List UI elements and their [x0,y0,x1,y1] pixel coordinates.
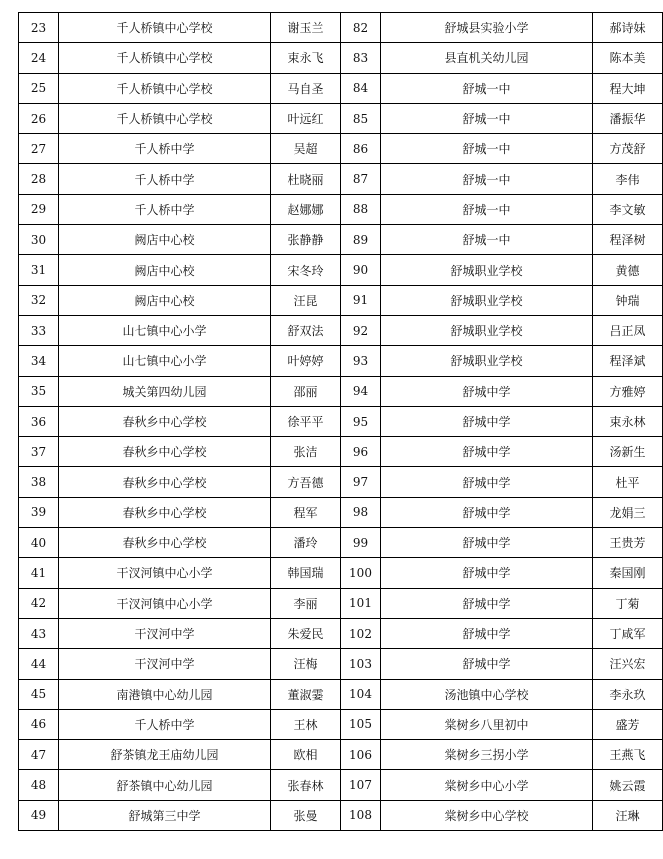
row-number-cell: 106 [341,740,381,770]
school-cell: 舒城职业学校 [381,346,593,376]
school-cell: 棠树乡中心小学 [381,770,593,800]
row-number-cell: 46 [19,709,59,739]
table-row [19,346,663,376]
school-cell: 舒城中学 [381,437,593,467]
school-cell: 舒城职业学校 [381,255,593,285]
school-cell: 春秋乡中心学校 [59,437,271,467]
teacher-name-cell: 程军 [271,497,341,527]
school-cell: 千人桥中学 [59,164,271,194]
table-row [19,103,663,133]
table-row [19,437,663,467]
table-row [19,649,663,679]
teacher-name-cell: 汪昆 [271,285,341,315]
row-number-cell: 25 [19,73,59,103]
school-cell: 舒茶镇龙王庙幼儿园 [59,740,271,770]
row-number-cell: 30 [19,225,59,255]
row-number-cell: 29 [19,194,59,224]
row-number-cell: 89 [341,225,381,255]
row-number-cell: 82 [341,13,381,43]
teacher-name-cell: 李永玖 [593,679,663,709]
row-number-cell: 38 [19,467,59,497]
table-row [19,406,663,436]
teacher-name-cell: 张洁 [271,437,341,467]
teacher-name-cell: 方雅婷 [593,376,663,406]
school-cell: 舒城中学 [381,588,593,618]
roster-table [18,12,663,831]
row-number-cell: 104 [341,679,381,709]
school-cell: 舒城一中 [381,103,593,133]
table-row [19,497,663,527]
teacher-name-cell: 李伟 [593,164,663,194]
table-row [19,285,663,315]
teacher-name-cell: 张静静 [271,225,341,255]
row-number-cell: 86 [341,134,381,164]
teacher-name-cell: 赵娜娜 [271,194,341,224]
row-number-cell: 34 [19,346,59,376]
school-cell: 春秋乡中心学校 [59,467,271,497]
teacher-name-cell: 王林 [271,709,341,739]
row-number-cell: 102 [341,618,381,648]
school-cell: 干汊河中学 [59,649,271,679]
school-cell: 棠树乡八里初中 [381,709,593,739]
school-cell: 山七镇中心小学 [59,315,271,345]
row-number-cell: 40 [19,528,59,558]
row-number-cell: 27 [19,134,59,164]
teacher-name-cell: 舒双法 [271,315,341,345]
school-cell: 棠树乡中心学校 [381,800,593,830]
school-cell: 舒城中学 [381,497,593,527]
teacher-name-cell: 丁菊 [593,588,663,618]
table-row [19,770,663,800]
table-row [19,740,663,770]
teacher-name-cell: 董淑霎 [271,679,341,709]
table-row [19,225,663,255]
row-number-cell: 49 [19,800,59,830]
school-cell: 汤池镇中心学校 [381,679,593,709]
teacher-name-cell: 汤新生 [593,437,663,467]
row-number-cell: 45 [19,679,59,709]
school-cell: 千人桥镇中心学校 [59,13,271,43]
school-cell: 舒城县实验小学 [381,13,593,43]
school-cell: 舒茶镇中心幼儿园 [59,770,271,800]
teacher-name-cell: 黄德 [593,255,663,285]
teacher-name-cell: 程泽树 [593,225,663,255]
table-row [19,134,663,164]
row-number-cell: 35 [19,376,59,406]
row-number-cell: 42 [19,588,59,618]
row-number-cell: 97 [341,467,381,497]
teacher-name-cell: 陈本美 [593,43,663,73]
table-row [19,315,663,345]
table-row [19,13,663,43]
row-number-cell: 96 [341,437,381,467]
row-number-cell: 99 [341,528,381,558]
school-cell: 阙店中心校 [59,285,271,315]
row-number-cell: 100 [341,558,381,588]
row-number-cell: 31 [19,255,59,285]
school-cell: 阙店中心校 [59,255,271,285]
school-cell: 阙店中心校 [59,225,271,255]
table-row [19,709,663,739]
row-number-cell: 83 [341,43,381,73]
teacher-name-cell: 李文敏 [593,194,663,224]
teacher-name-cell: 汪梅 [271,649,341,679]
teacher-name-cell: 丁咸军 [593,618,663,648]
table-row [19,73,663,103]
table-row [19,588,663,618]
roster-body [19,13,663,831]
school-cell: 舒城一中 [381,164,593,194]
teacher-name-cell: 潘玲 [271,528,341,558]
teacher-name-cell: 汪兴宏 [593,649,663,679]
school-cell: 春秋乡中心学校 [59,528,271,558]
row-number-cell: 26 [19,103,59,133]
school-cell: 南港镇中心幼儿园 [59,679,271,709]
teacher-name-cell: 郝诗妹 [593,13,663,43]
table-row [19,800,663,830]
teacher-name-cell: 龙娟三 [593,497,663,527]
table-row [19,164,663,194]
teacher-name-cell: 钟瑞 [593,285,663,315]
school-cell: 千人桥中学 [59,709,271,739]
school-cell: 舒城一中 [381,73,593,103]
table-row [19,679,663,709]
teacher-name-cell: 张曼 [271,800,341,830]
row-number-cell: 101 [341,588,381,618]
school-cell: 舒城一中 [381,134,593,164]
teacher-name-cell: 王燕飞 [593,740,663,770]
row-number-cell: 36 [19,406,59,436]
teacher-name-cell: 方茂舒 [593,134,663,164]
teacher-name-cell: 徐平平 [271,406,341,436]
teacher-name-cell: 邵丽 [271,376,341,406]
school-cell: 春秋乡中心学校 [59,497,271,527]
row-number-cell: 33 [19,315,59,345]
row-number-cell: 87 [341,164,381,194]
school-cell: 舒城中学 [381,618,593,648]
school-cell: 舒城一中 [381,194,593,224]
school-cell: 城关第四幼儿园 [59,376,271,406]
row-number-cell: 90 [341,255,381,285]
teacher-name-cell: 杜晓丽 [271,164,341,194]
teacher-name-cell: 欧相 [271,740,341,770]
school-cell: 山七镇中心小学 [59,346,271,376]
teacher-name-cell: 束永飞 [271,43,341,73]
teacher-name-cell: 程大坤 [593,73,663,103]
row-number-cell: 105 [341,709,381,739]
school-cell: 县直机关幼儿园 [381,43,593,73]
teacher-name-cell: 吕正凤 [593,315,663,345]
school-cell: 千人桥镇中心学校 [59,43,271,73]
teacher-name-cell: 叶远红 [271,103,341,133]
row-number-cell: 84 [341,73,381,103]
row-number-cell: 41 [19,558,59,588]
row-number-cell: 98 [341,497,381,527]
teacher-name-cell: 姚云霞 [593,770,663,800]
row-number-cell: 85 [341,103,381,133]
row-number-cell: 92 [341,315,381,345]
teacher-name-cell: 杜平 [593,467,663,497]
row-number-cell: 108 [341,800,381,830]
teacher-name-cell: 韩国瑞 [271,558,341,588]
table-row [19,558,663,588]
row-number-cell: 93 [341,346,381,376]
teacher-name-cell: 盛芳 [593,709,663,739]
school-cell: 舒城中学 [381,406,593,436]
row-number-cell: 28 [19,164,59,194]
row-number-cell: 107 [341,770,381,800]
school-cell: 舒城一中 [381,225,593,255]
school-cell: 千人桥镇中心学校 [59,73,271,103]
row-number-cell: 95 [341,406,381,436]
teacher-name-cell: 潘振华 [593,103,663,133]
row-number-cell: 88 [341,194,381,224]
school-cell: 舒城中学 [381,467,593,497]
school-cell: 舒城中学 [381,558,593,588]
school-cell: 舒城中学 [381,376,593,406]
row-number-cell: 24 [19,43,59,73]
table-row [19,43,663,73]
teacher-name-cell: 马自圣 [271,73,341,103]
row-number-cell: 47 [19,740,59,770]
school-cell: 棠树乡三拐小学 [381,740,593,770]
table-row [19,467,663,497]
school-cell: 干汊河镇中心小学 [59,588,271,618]
table-row [19,618,663,648]
table-row [19,194,663,224]
teacher-name-cell: 宋冬玲 [271,255,341,285]
school-cell: 千人桥中学 [59,134,271,164]
school-cell: 舒城职业学校 [381,315,593,345]
table-row [19,255,663,285]
row-number-cell: 43 [19,618,59,648]
school-cell: 舒城中学 [381,649,593,679]
school-cell: 干汊河镇中心小学 [59,558,271,588]
teacher-name-cell: 程泽斌 [593,346,663,376]
row-number-cell: 48 [19,770,59,800]
school-cell: 舒城第三中学 [59,800,271,830]
row-number-cell: 32 [19,285,59,315]
teacher-name-cell: 张春林 [271,770,341,800]
teacher-name-cell: 李丽 [271,588,341,618]
teacher-name-cell: 秦国刚 [593,558,663,588]
teacher-name-cell: 吴超 [271,134,341,164]
teacher-name-cell: 朱爱民 [271,618,341,648]
row-number-cell: 103 [341,649,381,679]
teacher-name-cell: 王贵芳 [593,528,663,558]
row-number-cell: 37 [19,437,59,467]
teacher-name-cell: 汪琳 [593,800,663,830]
school-cell: 春秋乡中心学校 [59,406,271,436]
teacher-name-cell: 谢玉兰 [271,13,341,43]
table-row [19,528,663,558]
row-number-cell: 44 [19,649,59,679]
row-number-cell: 91 [341,285,381,315]
school-cell: 千人桥镇中心学校 [59,103,271,133]
teacher-name-cell: 方吾德 [271,467,341,497]
school-cell: 干汊河中学 [59,618,271,648]
teacher-name-cell: 叶婷婷 [271,346,341,376]
table-row [19,376,663,406]
school-cell: 千人桥中学 [59,194,271,224]
row-number-cell: 39 [19,497,59,527]
teacher-name-cell: 束永林 [593,406,663,436]
row-number-cell: 94 [341,376,381,406]
school-cell: 舒城中学 [381,528,593,558]
row-number-cell: 23 [19,13,59,43]
school-cell: 舒城职业学校 [381,285,593,315]
